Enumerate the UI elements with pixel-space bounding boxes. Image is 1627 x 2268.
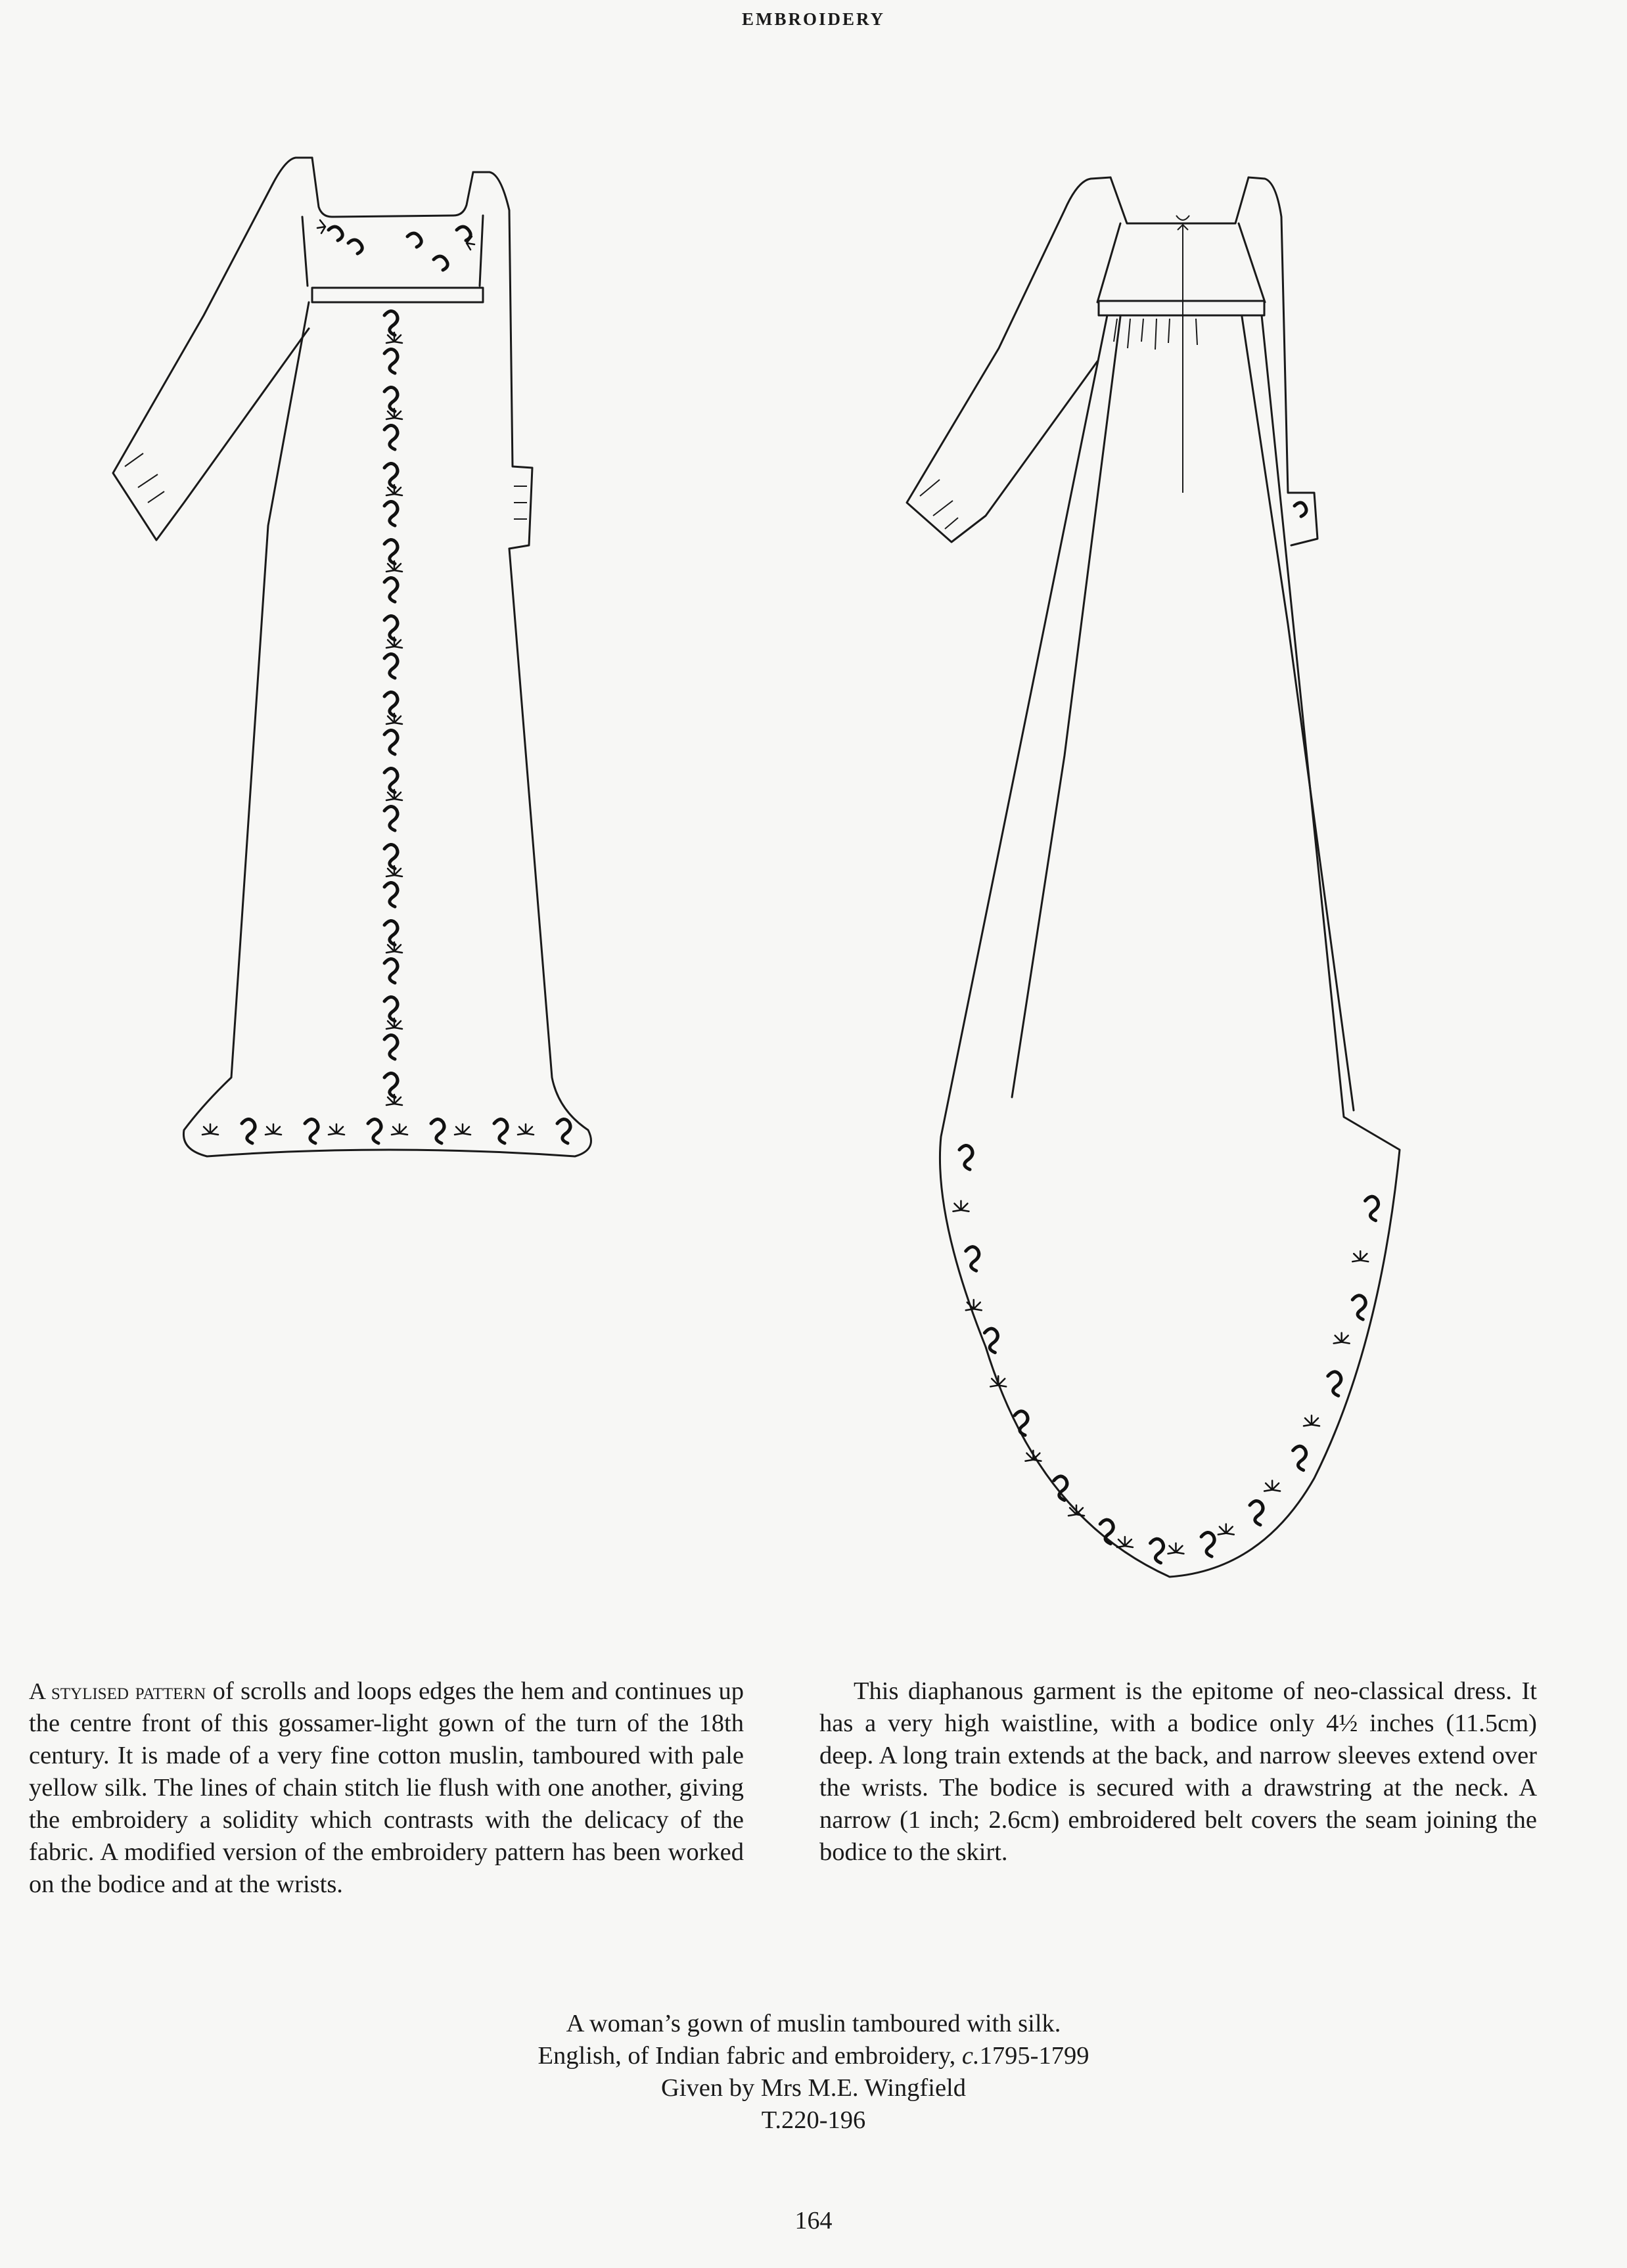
scroll-motif bbox=[384, 616, 398, 640]
embroidery-train-border bbox=[953, 1145, 1378, 1562]
sprig-motif bbox=[386, 637, 402, 648]
scroll-motif bbox=[384, 539, 398, 564]
scroll-motif bbox=[384, 425, 398, 449]
gown-front-outline bbox=[113, 158, 591, 1156]
sprig-motif bbox=[1168, 1543, 1183, 1554]
sprig-motif bbox=[386, 866, 402, 876]
sprig-motif bbox=[953, 1201, 969, 1212]
credit-title: A woman’s gown of muslin tamboured with silk. bbox=[566, 2010, 1061, 2037]
sprig-motif bbox=[386, 485, 402, 495]
scroll-motif bbox=[966, 1247, 979, 1271]
scroll-motif bbox=[384, 501, 398, 526]
scroll-motif bbox=[384, 806, 398, 830]
sprig-motif bbox=[386, 332, 402, 343]
scroll-motif bbox=[384, 1073, 398, 1097]
running-head: EMBROIDERY bbox=[741, 9, 886, 29]
scroll-motif bbox=[959, 1145, 973, 1169]
sprig-motif bbox=[386, 1018, 402, 1029]
scroll-motif bbox=[557, 1119, 570, 1143]
scroll-motif bbox=[1250, 1501, 1263, 1525]
caption-left-lead: A stylised pattern bbox=[29, 1678, 206, 1704]
scroll-motif bbox=[384, 692, 398, 716]
sprig-motif bbox=[518, 1124, 534, 1135]
caption-left bbox=[29, 1675, 744, 1901]
embroidery-scroll-column bbox=[384, 311, 402, 1105]
gown-front-drawing bbox=[99, 145, 611, 1169]
embroidery-hem-border bbox=[202, 1119, 570, 1143]
sprig-motif bbox=[386, 1095, 402, 1105]
caption-right-text: This diaphanous garment is the epitome of neo-classical dress. It has a very high waistline, with a bodice only 4½ inches (11.5cm) deep. A long train extends at the back, and narrow sleeves extend over the wrists. The bodice is secured with a drawstring at the neck. A narrow (1 inch; 2.6cm) embroidered belt covers the seam joining the bodice to the skirt. bbox=[819, 1677, 1537, 1866]
credit-donor: Given by Mrs M.E. Wingfield bbox=[661, 2074, 966, 2102]
scroll-motif bbox=[494, 1119, 507, 1143]
scroll-motif bbox=[384, 654, 398, 678]
sprig-motif bbox=[1304, 1415, 1319, 1426]
scroll-motif bbox=[242, 1119, 255, 1143]
sprig-motif bbox=[329, 1124, 344, 1135]
sprig-motif bbox=[386, 790, 402, 800]
caption-left-text: of scrolls and loops edges the hem and continues up the centre front of this gossamer-light gown of the turn of the 18th century. It is made of a very fine cotton muslin, tamboured with pale yellow silk. The lines of chain stitch lie flush with one another, giving the embroidery a solidity which contrasts with the delicacy of the fabric. A modified version of the embroidery pattern has been worked on the bodice and at the wrists. bbox=[29, 1677, 744, 1898]
sprig-motif bbox=[386, 714, 402, 724]
scroll-motif bbox=[1352, 1296, 1365, 1320]
scroll-motif bbox=[1293, 1446, 1306, 1470]
scroll-motif bbox=[384, 768, 398, 792]
caption-right bbox=[819, 1675, 1537, 1869]
scroll-motif bbox=[1328, 1372, 1341, 1396]
scroll-motif bbox=[305, 1119, 318, 1143]
object-credit bbox=[0, 2008, 1627, 2137]
scroll-motif bbox=[384, 349, 398, 373]
sprig-motif bbox=[1068, 1505, 1084, 1516]
scroll-motif bbox=[384, 311, 398, 335]
credit-accession: T.220-196 bbox=[761, 2106, 866, 2134]
scroll-motif bbox=[384, 997, 398, 1021]
scroll-motif bbox=[384, 1035, 398, 1059]
gown-back-outline bbox=[907, 177, 1400, 1577]
scroll-motif bbox=[384, 463, 398, 488]
scroll-motif bbox=[368, 1119, 381, 1143]
scroll-motif bbox=[384, 920, 398, 945]
scroll-motif bbox=[1151, 1539, 1164, 1563]
page-number: 164 bbox=[794, 2207, 833, 2234]
sprig-motif bbox=[265, 1124, 281, 1135]
credit-origin: English, of Indian fabric and embroidery, c.1795-1799 bbox=[538, 2042, 1089, 2070]
gown-back-drawing bbox=[894, 164, 1432, 1597]
scroll-motif bbox=[1365, 1196, 1379, 1221]
sprig-motif bbox=[1264, 1480, 1280, 1491]
scroll-motif bbox=[431, 1119, 444, 1143]
scroll-motif bbox=[384, 844, 398, 869]
sprig-motif bbox=[1334, 1333, 1350, 1344]
sprig-motif bbox=[202, 1124, 218, 1135]
sprig-motif bbox=[386, 942, 402, 953]
sprig-motif bbox=[386, 561, 402, 572]
sprig-motif bbox=[1352, 1251, 1368, 1261]
scroll-motif bbox=[384, 882, 398, 907]
embroidery-bodice-sprigs bbox=[317, 220, 474, 270]
scroll-motif bbox=[384, 959, 398, 983]
sprig-motif bbox=[392, 1124, 407, 1135]
sprig-motif bbox=[1218, 1524, 1234, 1535]
sprig-motif bbox=[386, 409, 402, 419]
scroll-motif bbox=[1201, 1532, 1214, 1556]
scroll-motif bbox=[384, 387, 398, 411]
sprig-motif bbox=[455, 1124, 470, 1135]
sprig-motif bbox=[990, 1376, 1006, 1386]
scroll-motif bbox=[384, 730, 398, 754]
sprig-motif bbox=[1117, 1537, 1133, 1547]
sprig-motif bbox=[1025, 1451, 1041, 1461]
scroll-motif bbox=[1100, 1520, 1113, 1544]
scroll-motif bbox=[384, 578, 398, 602]
